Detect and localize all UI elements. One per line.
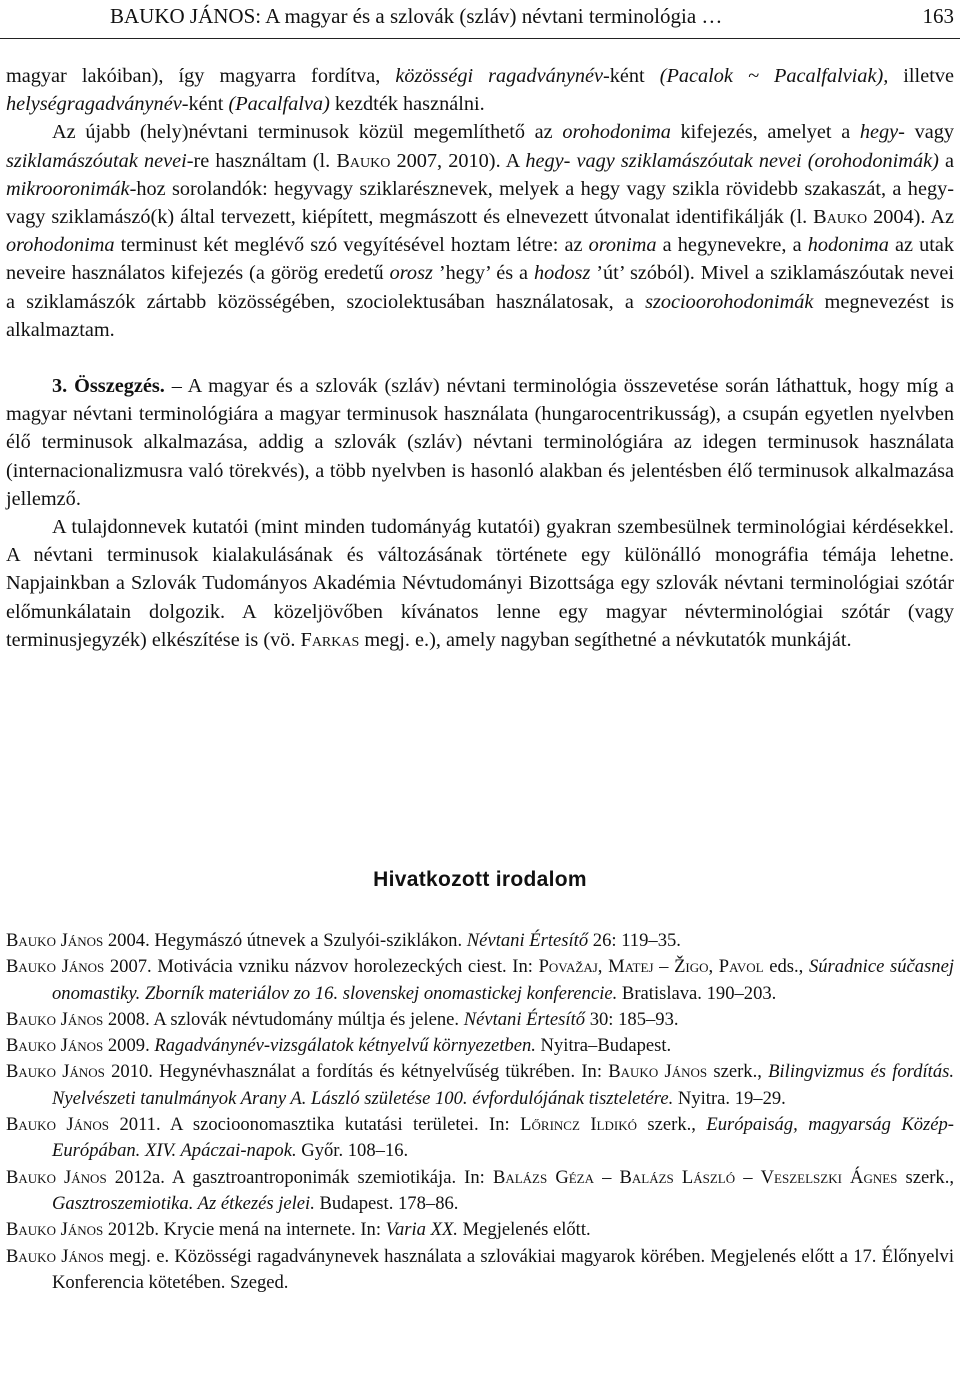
paragraph-4 [6,513,954,654]
author-name: Bauko János [6,1008,104,1030]
text-run: 2007, 2010). A [390,149,526,172]
text-run: -re használtam (l. [186,149,337,172]
text-run: magyar lakóiban), így magyarra fordítva, [6,65,396,87]
reference-entry [6,954,954,1007]
author-name: Žigo, Pavol [674,956,764,978]
italic-text: Bilingvizmus és fordítás. Nyelvészeti tanulmányok Arany A. László születése 100. évfordulójának tiszteletére. [52,1061,955,1109]
section-gap [6,344,954,372]
author-name: Bauko János [6,1166,107,1188]
italic-text: Súradnice súčasnej onomastiky. Zborník materiálov zo 16. slovenskej onomastickej konferencie. [52,956,954,1004]
text-run: 30: 185–93. [585,1008,679,1030]
italic-text: Névtani Értesítő [466,930,589,951]
italic-text: orohodonima [6,234,115,257]
reference-entry [6,928,954,954]
text-run: 2012b. Krycie mená na internete. In: [103,1219,386,1241]
author-name: Bauko János [6,1114,110,1136]
reference-entry [6,1244,954,1297]
text-run: 2007. Motivácia vzniku názvov horolezeckých ciest. In: [104,956,539,978]
text-run: Az újabb (hely)névtani terminusok közül megemlíthető az [52,121,563,144]
text-run: 2004. Hegymászó útnevek a Szulyói-sziklákon. [103,930,467,951]
text-run: megj. e. Közösségi ragadványnevek használata a szlovákiai magyarok körében. Megjelenés előtt a 17. Élőnyelvi Konferencia kötetében. Szeged. [52,1245,955,1293]
italic-text: Varia XX. [385,1219,458,1241]
text-run: 2010. Hegynévhasználat a fordítás és kétnyelvűség tükrében. In: [104,1061,609,1083]
italic-text: (Pacalok ~ Pacalfalviak), [659,65,889,87]
text-run: szerk., [897,1166,955,1188]
text-run: 2011. A szocioonomasztika kutatási területei. In: [109,1114,521,1136]
references-heading: Hivatkozott irodalom [373,868,587,891]
text-run: Megjelenés előtt. [457,1219,591,1241]
text-run: – [594,1166,620,1188]
italic-text: orohodonima [562,121,671,144]
author-name: Bauko János [608,1061,708,1083]
italic-text: hegy- vagy sziklamászóutak nevei (orohodonimák) [525,149,939,172]
author-name: Bauko János [6,1245,104,1267]
reference-entry [6,1217,954,1243]
reference-entry [6,1007,954,1033]
author-name: Farkas [300,628,360,651]
header-title [110,4,722,29]
italic-text: mikrooronimák [6,177,130,200]
text-run: megnevezést is alkalmaztam. [6,290,954,341]
header-title-text: : A magyar és a szlovák (szláv) névtani terminológia … [255,4,723,28]
author-name: Bauko János [6,1035,104,1057]
text-run: kezdték használni. [329,93,485,116]
page-number: 163 [922,4,954,28]
text-run: – [735,1166,761,1188]
italic-text: hodonima [807,234,889,257]
author-name: Lőrincz Ildikó [520,1114,637,1136]
text-run: -ként [181,93,229,116]
text-run: -ként [603,65,660,87]
text-run: kifejezés, amelyet a [670,121,860,144]
italic-text: szocioorohodonimák [645,290,814,313]
text-run: az utak neveire használatos kifejezés (a görög eredetű [6,234,954,285]
text-run: ’hegy’ és a [432,262,534,285]
text-run: – [653,956,675,978]
italic-text: hodosz [533,262,591,285]
author-name: Balázs László [619,1166,736,1188]
text-run: Nyitra–Budapest. [535,1035,672,1057]
italic-text: Ragadványnév-vizsgálatok kétnyelvű környezetben. [154,1035,536,1057]
author-name: Bauko [336,149,391,172]
italic-text: közösségi ragadványnév [395,65,604,87]
text-run: 26: 119–35. [588,930,681,951]
author-name: Bauko János [6,1061,105,1083]
text-run: Nyitra. 19–29. [673,1087,786,1109]
text-run: 2004). Az [867,206,954,229]
author-name: Bauko [813,206,868,229]
text-run: – A magyar és a szlovák (szláv) névtani terminológia összevetése során láthattuk, hogy míg a magyar névtani terminológiára a magyar terminusok használata (hungarocentrikusság), a csupán egyetlen nyelvben élő terminusok alkalmazása, addig a szlovák (szláv) névtani terminológiára az idegen terminusok használata (internacionalizmusra való törekvés), a több nyelvben is hasonló alakban és jelentésben élő terminusok alkalmazása jellemző. [6,375,954,510]
text-run: A tulajdonnevek kutatói (mint minden tudományág kutatói) gyakran szembesülnek terminológiai kérdésekkel. A névtani terminusok kialakulásának és változásának története egy különálló monográfia témája lehetne. Napjainkban a Szlovák Tudományos Akadémia Névtudományi Bizottsága egy szlovák névtani terminológiai szótár előmunkálatain dolgozik. A közeljövőben kívánatos lenne egy magyar névterminológiai szótár (vagy terminusjegyzék) elkészítése is (vö. [6,516,954,651]
body-text [6,62,954,654]
reference-entry [6,1112,954,1165]
reference-entry [6,1165,954,1218]
italic-text: orosz [389,262,433,285]
italic-text: helységragadványnév [6,93,182,116]
paragraph-3 [6,372,954,513]
section-heading: 3. Összegzés. [52,375,165,398]
text-run: 2008. A szlovák névtudomány múltja és jelene. [103,1008,464,1030]
paragraph-2 [6,118,954,344]
text-run: Budapest. 178–86. [314,1192,459,1214]
author-name: Považaj, Matej [538,956,654,978]
italic-text: Európaiság, magyarság Közép-Európában. XIV. Apáczai-napok. [52,1114,954,1162]
running-header [0,0,960,39]
author-name: Veszelszki Ágnes [760,1166,898,1188]
text-run: illetve [888,65,954,87]
text-run: szerk., [636,1114,707,1136]
header-author: BAUKO JÁNOS [110,4,256,28]
text-run: 2009. [103,1035,155,1057]
text-run: Győr. 108–16. [296,1140,409,1162]
text-run: - vagy [898,121,955,144]
author-name: Bauko János [6,956,105,978]
reference-entry [6,1059,954,1112]
italic-text: Névtani Értesítő [463,1008,586,1030]
text-run: ’út’ szóból). Mivel a sziklamászóutak nevei a sziklamászók zártabb közösségében, szociolektusában használatosak, a [6,262,954,313]
paragraph-1 [6,62,954,118]
references-list [6,928,954,1296]
text-run: eds., [763,956,809,978]
text-run: 2012a. A gasztroantroponimák szemiotikája. In: [106,1166,493,1188]
text-run: a hegynevekre, a [656,234,808,257]
text-run: -hoz sorolandók: hegyvagy sziklarésznevek, melyek a hegy vagy szikla rövidebb szakaszát, a hegy- vagy sziklamászó(k) által tervezett, kiépített, megmászott és elnevezett útvonalat identifikálják (l. [6,177,954,229]
reference-entry [6,1033,954,1059]
author-name: Balázs Géza [492,1166,595,1188]
text-run: szerk., [707,1061,769,1083]
author-name: Bauko János [6,1219,104,1241]
text-run: megj. e.), amely nagyban segíthetné a névkutatók munkáját. [359,628,852,651]
italic-text: hegy [859,121,899,144]
italic-text: (Pacalfalva) [228,93,330,116]
text-run: a [938,149,954,172]
text-run: terminust két meglévő szó vegyítésével hoztam létre: az [114,234,589,257]
text-run: Bratislava. 190–203. [617,982,777,1004]
italic-text: oronima [588,234,657,257]
author-name: Bauko János [6,930,104,951]
italic-text: sziklamászóutak nevei [6,149,187,172]
italic-text: Gasztroszemiotika. Az étkezés jelei. [52,1192,315,1214]
